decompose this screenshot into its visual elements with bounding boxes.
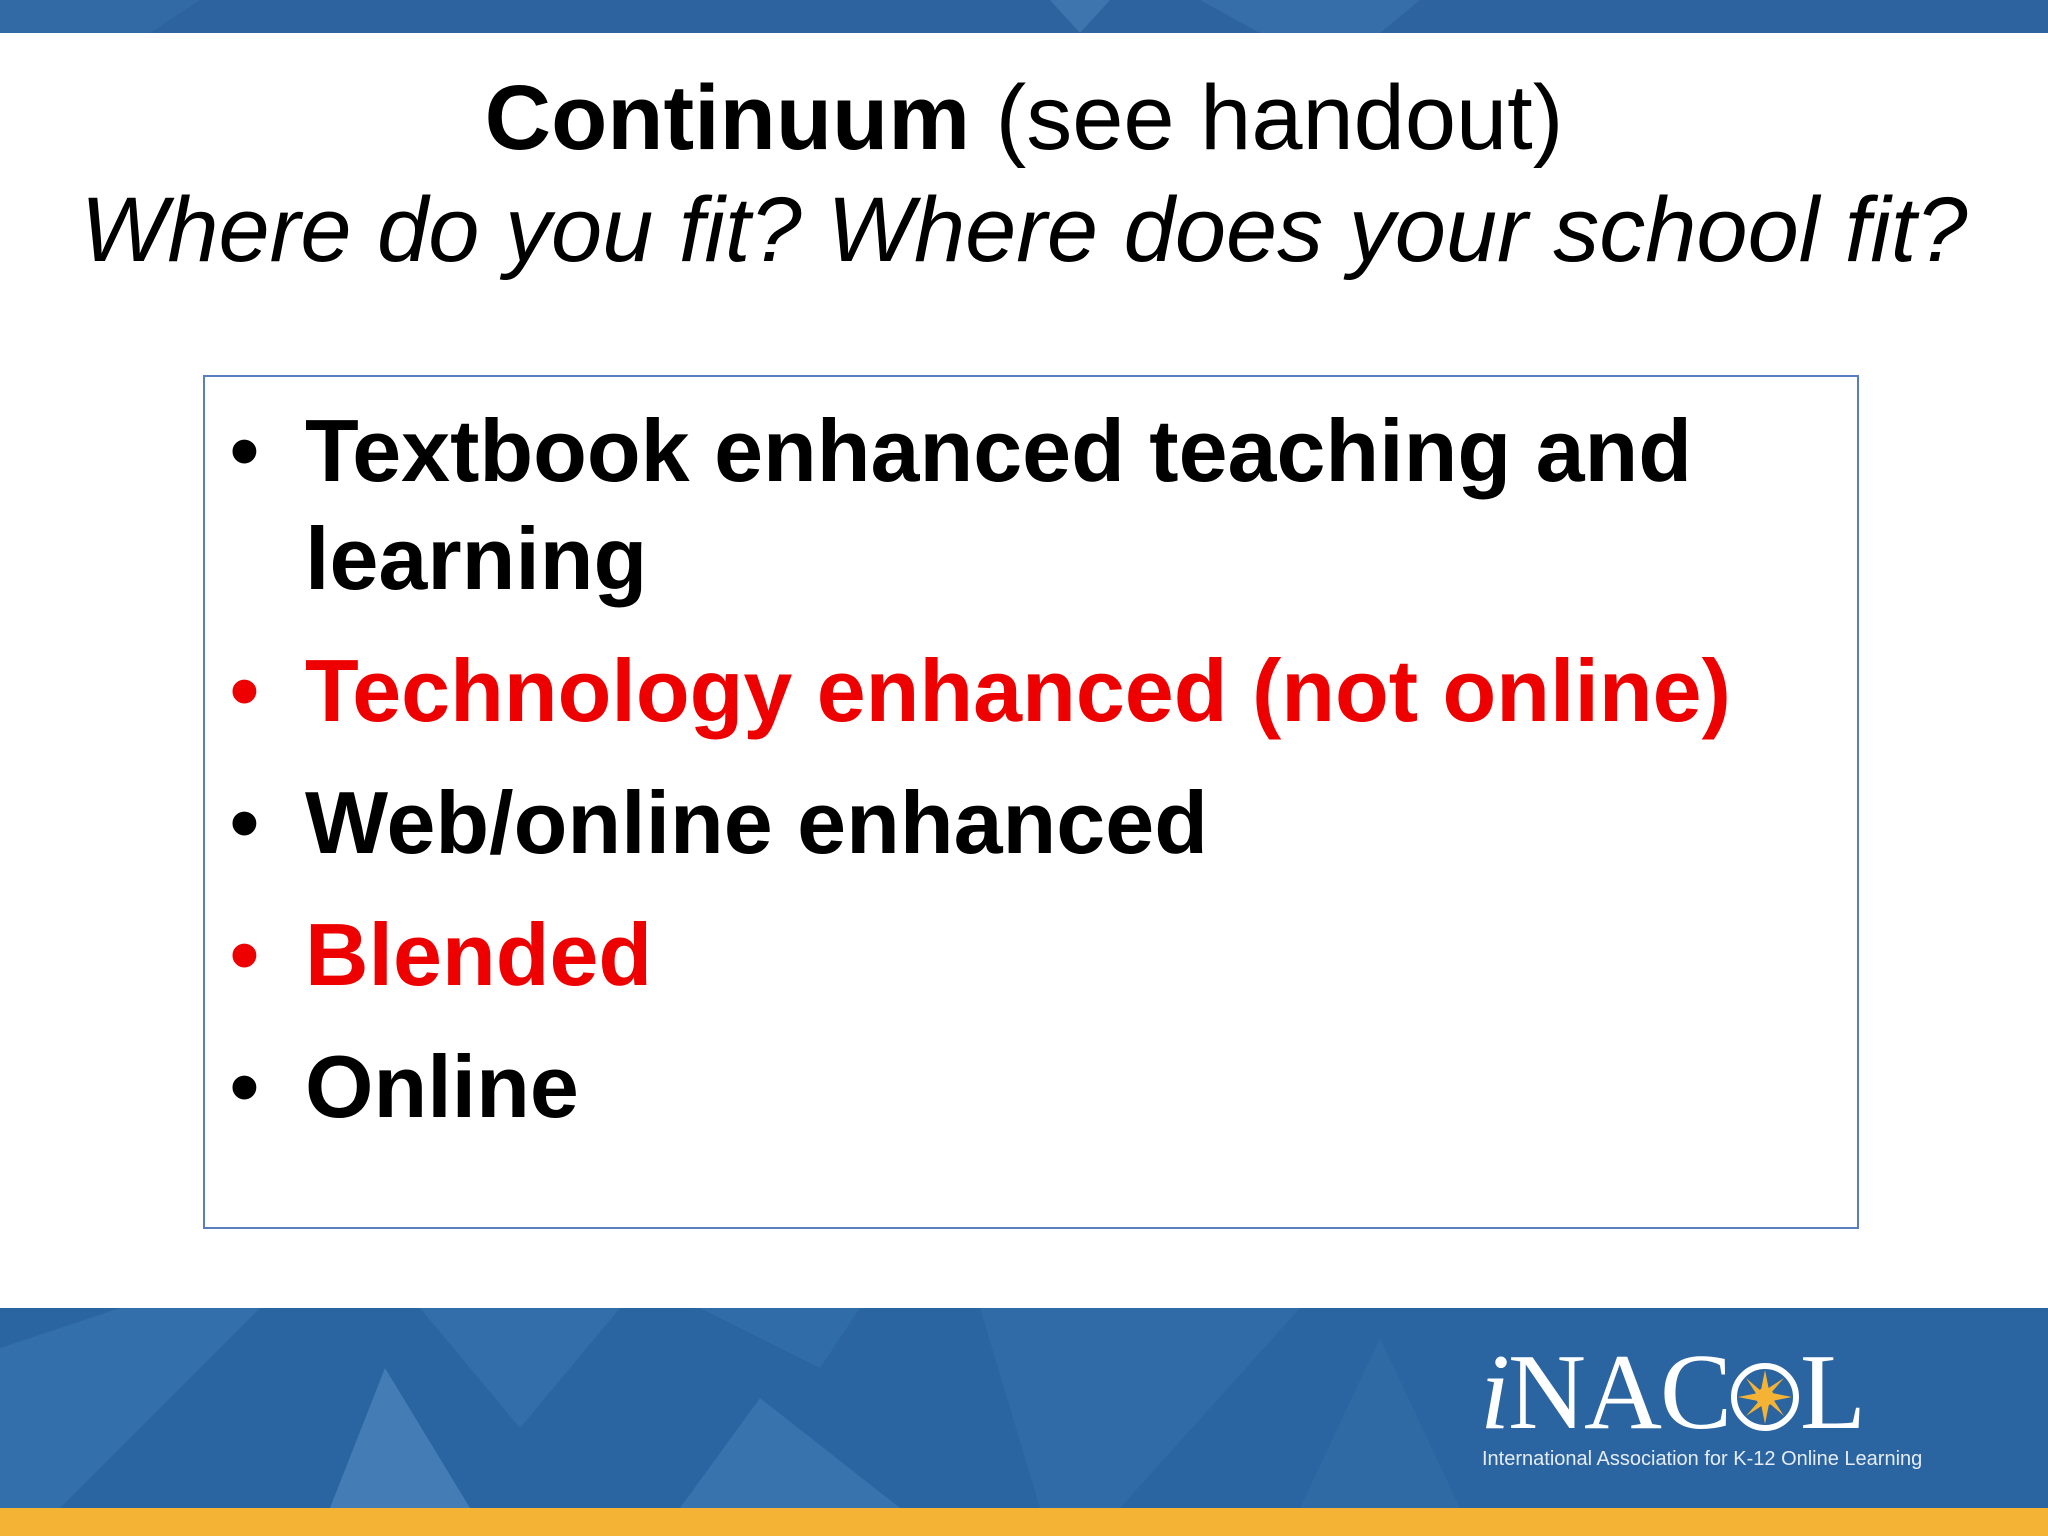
top-decorative-band xyxy=(0,0,2048,33)
logo-wordmark xyxy=(1480,1333,1865,1452)
bottom-gold-strip xyxy=(0,1508,2048,1536)
bullet-icon: • xyxy=(229,641,260,740)
bullet-text: Online xyxy=(305,1037,579,1136)
title-bold-text: Continuum xyxy=(484,67,971,169)
title-line-1 xyxy=(0,62,2048,174)
bullet-text: Textbook enhanced teaching and learning xyxy=(305,401,1693,608)
logo-letter-i: i xyxy=(1480,1333,1509,1452)
bullet-icon: • xyxy=(229,401,260,500)
bullet-icon: • xyxy=(229,905,260,1004)
top-band-pattern xyxy=(0,0,2048,33)
bullet-list xyxy=(205,397,1857,1165)
bullet-icon: • xyxy=(229,1037,260,1136)
bullet-item-technology xyxy=(205,637,1857,745)
bullet-item-online xyxy=(205,1033,1857,1141)
title-normal-text: (see handout) xyxy=(970,67,1564,169)
bullet-icon: • xyxy=(229,773,260,872)
logo-tagline: International Association for K-12 Online Learning xyxy=(1482,1448,1923,1470)
bullet-text: Web/online enhanced xyxy=(305,773,1208,872)
bullet-text: Technology enhanced (not online) xyxy=(305,641,1731,740)
bullet-item-web-online xyxy=(205,769,1857,877)
bullet-text: Blended xyxy=(305,905,653,1004)
sun-icon xyxy=(1730,1362,1800,1432)
inacol-logo xyxy=(1470,1333,1950,1478)
bullet-item-textbook xyxy=(205,397,1857,613)
title-subtitle: Where do you fit? Where does your school fit? xyxy=(80,179,1968,281)
logo-letters-nac: NAC xyxy=(1508,1333,1731,1452)
slide-title xyxy=(0,62,2048,286)
bullet-box xyxy=(203,375,1859,1229)
bullet-item-blended xyxy=(205,901,1857,1009)
logo-letter-l: L xyxy=(1800,1333,1865,1452)
